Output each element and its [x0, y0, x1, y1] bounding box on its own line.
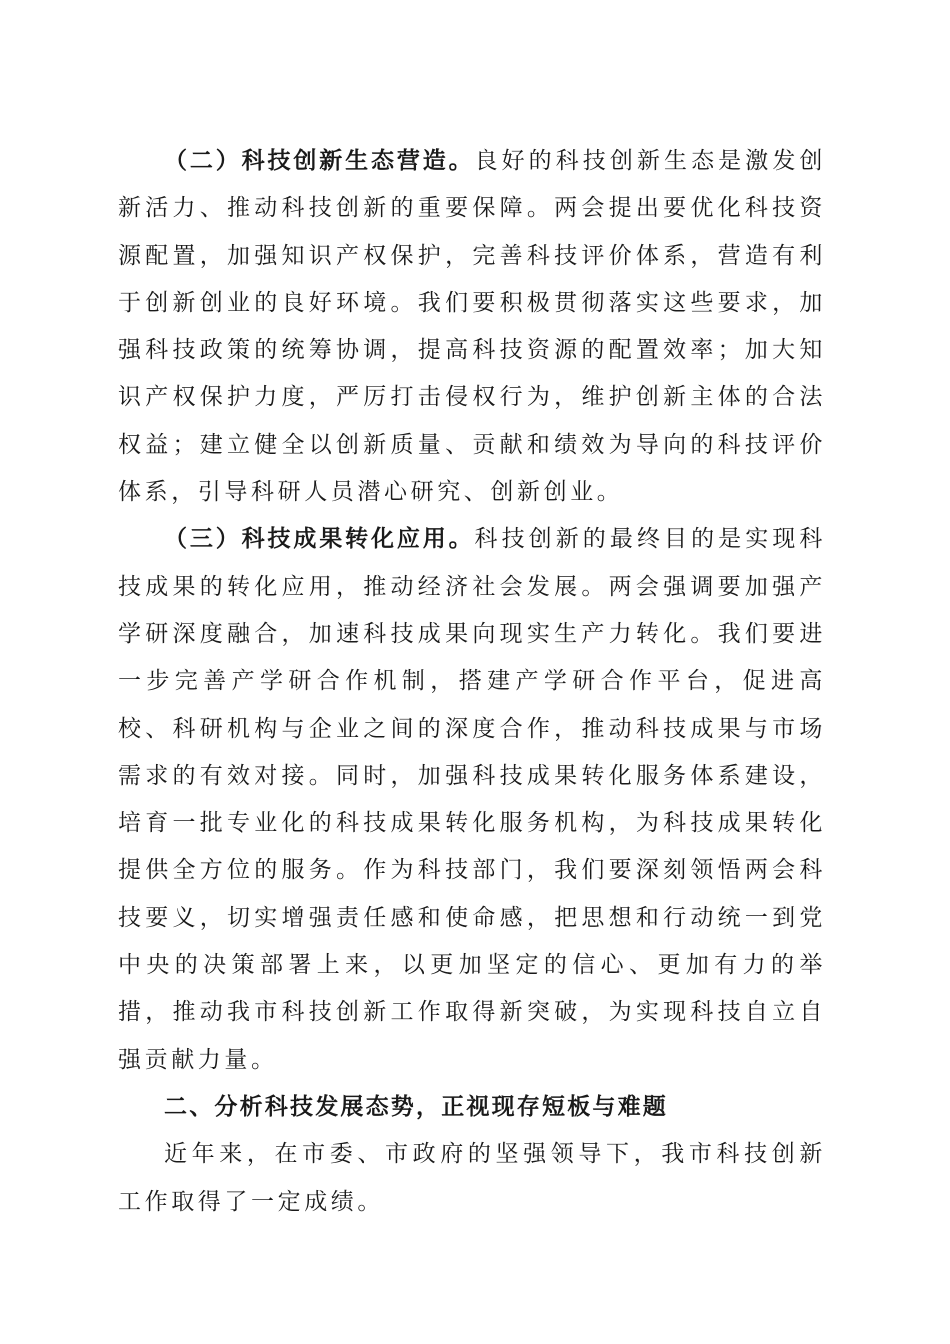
paragraph-body: 良好的科技创新生态是激发创新活力、推动科技创新的重要保障。两会提出要优化科技资源配置，加强知识产权保护，完善科技评价体系，营造有利于创新创业的良好环境。我们要积极贯彻落实这些要求，加强科技政策的统筹协调，提高科技资源的配置效率；加大知识产权保护力度，严厉打击侵权行为，维护创新主体的合法权益；建立健全以创新质量、贡献和绩效为导向的科技评价体系，引导科研人员潜心研究、创新创业。: [118, 148, 826, 506]
document-page: [118, 138, 826, 1226]
paragraph-tech-innovation-ecosystem: [118, 138, 826, 516]
paragraph-lead: （二）科技创新生态营造。: [164, 148, 475, 174]
paragraph-body: 科技创新的最终目的是实现科技成果的转化应用，推动经济社会发展。两会强调要加强产学研深度融合，加速科技成果向现实生产力转化。我们要进一步完善产学研合作机制，搭建产学研合作平台，促进高校、科研机构与企业之间的深度合作，推动科技成果与市场需求的有效对接。同时，加强科技成果转化服务体系建设，培育一批专业化的科技成果转化服务机构，为科技成果转化提供全方位的服务。作为科技部门，我们要深刻领悟两会科技要义，切实增强责任感和使命感，把思想和行动统一到党中央的决策部署上来，以更加坚定的信心、更加有力的举措，推动我市科技创新工作取得新突破，为实现科技自立自强贡献力量。: [118, 526, 826, 1073]
paragraph-lead: （三）科技成果转化应用。: [164, 526, 475, 553]
paragraph-closing: 近年来，在市委、市政府的坚强领导下，我市科技创新工作取得了一定成绩。: [118, 1141, 826, 1215]
section-heading: 二、分析科技发展态势，正视现存短板与难题: [164, 1093, 668, 1120]
paragraph-tech-achievement-transfer: [118, 516, 826, 1084]
